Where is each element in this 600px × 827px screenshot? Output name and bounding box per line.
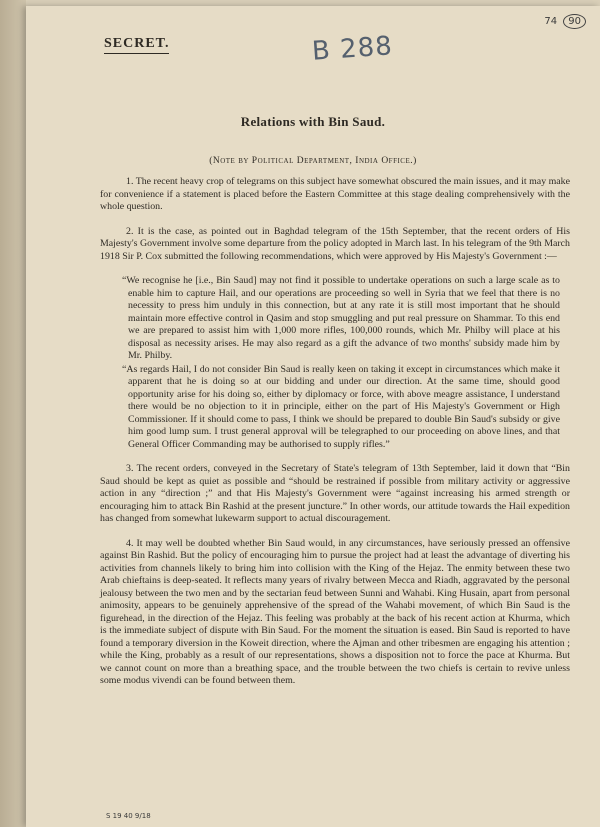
document-title: Relations with Bin Saud. <box>240 114 386 129</box>
archive-ref-circled: 90 <box>563 14 586 29</box>
paragraph-4: 4. It may well be doubted whether Bin Saud would, in any circumstances, have seriously pressed an offensive against Bin Rashid. But the policy of encouraging him to pursue the project had at least the advantage of diverting his activities from channels likely to bring him into collision with the King of the Hejaz. The enmity between these two Arab chieftains is deep-seated. It reflects many years of rivalry between Mecca and Riadh, aggravated by the personal jealousy between the two men and by the sectarian feud between Sunni and Wahabi. King Husain, apart from personal animosity, appears to be genuinely apprehensive of the spread of the Wahabi movement, of which Bin Saud is the figurehead, in the direction of the Hejaz. This feeling was probably at the back of his recent action at Khurma, which is the immediate subject of dispute with Bin Saud. For the moment the situation is eased. Bin Saud is reported to have found a temporary diversion in the Koweit direction, where the Ajman and other tribesmen are engaging his attention ; while the King, probably as a result of our representations, shows a disposition not to force the pace at Khurma. But we cannot count on more than a breathing space, and the trouble between the two chiefs is certain to revive unless some modus vivendi can be found between them. <box>100 537 570 686</box>
archive-reference <box>544 14 586 29</box>
quote-1: “We recognise he [i.e., Bin Saud] may not find it possible to undertake operations on such a large scale as to enable him to capture Hail, and our operations are proceeding so well in Syria that we feel that there is no necessity to press him unduly in this connection, but at any rate it is still most important that he should maintain more effective control in Qasim and stop smuggling and put real pressure on Shammar. To this end we are prepared to assist him with 1,000 more rifles, 100,000 rounds, which Mr. Philby will place at his disposal as necessity arises. He may also regard as a gift the advance of two months' subsidy made him by Mr. Philby. <box>122 275 560 361</box>
archive-ref-number: 74 <box>544 16 558 27</box>
quoted-recommendations <box>122 275 560 451</box>
paragraph-2: 2. It is the case, as pointed out in Baghdad telegram of the 15th September, that the recent orders of His Majesty's Government involve some departure from the policy adopted in March last. In his telegram of the 9th March 1918 Sir P. Cox submitted the following recommendations, which were approved by His Majesty's Government :— <box>100 225 570 262</box>
print-code: S 19 40 9/18 <box>106 812 151 820</box>
paragraph-3: 3. The recent orders, conveyed in the Secretary of State's telegram of 13th September, laid it down that “Bin Saud should be kept as quiet as possible and “should be restrained if possible from military activity or aggressive action in any “direction ;” and that His Majesty's Government were “against increasing his armed strength or encouraging him to attack Bin Rashid at the present juncture.” In other words, our attitude towards the Hail expedition has changed from somewhat lukewarm support to actual discouragement. <box>100 463 570 524</box>
classification-heading: SECRET. <box>104 36 169 54</box>
quote-2: “As regards Hail, I do not consider Bin Saud is really keen on taking it except in circumstances which make it apparent that he is doing so at our bidding and under our direction. At the same time, should good opportunity arise for his doing so, either by diplomacy or force, with above meagre assistance, I understand there would be no objection to it in principle, either on the part of His Majesty's Government or High Commissioner. If it should come to pass, I think we should be prepared to double Bin Saud's subsidy or give him good lump sum. I trust general approval will be telegraphed to our proceeding on above lines, and that General Officer Commanding may be authorised to supply rifles.” <box>122 363 560 450</box>
paragraph-1: 1. The recent heavy crop of telegrams on this subject have somewhat obscured the main issues, and it may make for convenience if a statement is placed before the Eastern Committee at this stage dealing comprehensively with the whole question. <box>100 176 570 212</box>
document-page <box>26 6 600 827</box>
document-body <box>100 176 570 700</box>
handwritten-file-mark: B 288 <box>311 31 394 67</box>
department-note: (Note by Political Department, India Office.) <box>209 156 417 166</box>
binding-edge <box>0 0 26 827</box>
